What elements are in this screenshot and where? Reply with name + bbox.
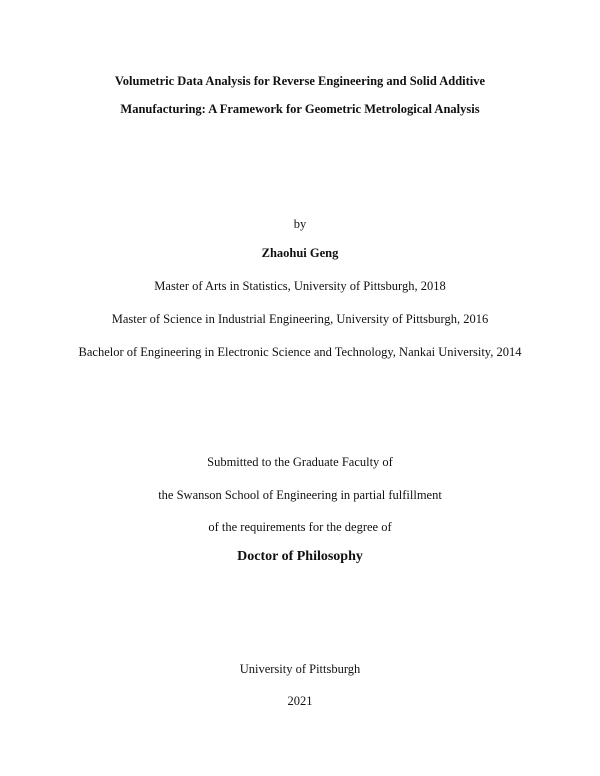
degree-sought: Doctor of Philosophy xyxy=(237,549,363,564)
degree-3: Bachelor of Engineering in Electronic Science and Technology, Nankai University, 2014 xyxy=(78,345,522,359)
degree-1: Master of Arts in Statistics, University of Pittsburgh, 2018 xyxy=(154,279,446,293)
by-label: by xyxy=(293,217,307,231)
submission-line-1: Submitted to the Graduate Faculty of xyxy=(207,455,393,469)
institution: University of Pittsburgh xyxy=(239,662,361,676)
author-name: Zhaohui Geng xyxy=(261,246,339,260)
title-line-2: Manufacturing: A Framework for Geometric Metrological Analysis xyxy=(120,102,480,116)
submission-line-3: of the requirements for the degree of xyxy=(208,520,392,534)
title-line-1: Volumetric Data Analysis for Reverse Engineering and Solid Additive xyxy=(114,74,486,88)
degree-2: Master of Science in Industrial Engineering, University of Pittsburgh, 2016 xyxy=(111,312,489,326)
year: 2021 xyxy=(287,694,313,708)
submission-line-2: the Swanson School of Engineering in partial fulfillment xyxy=(158,488,442,502)
